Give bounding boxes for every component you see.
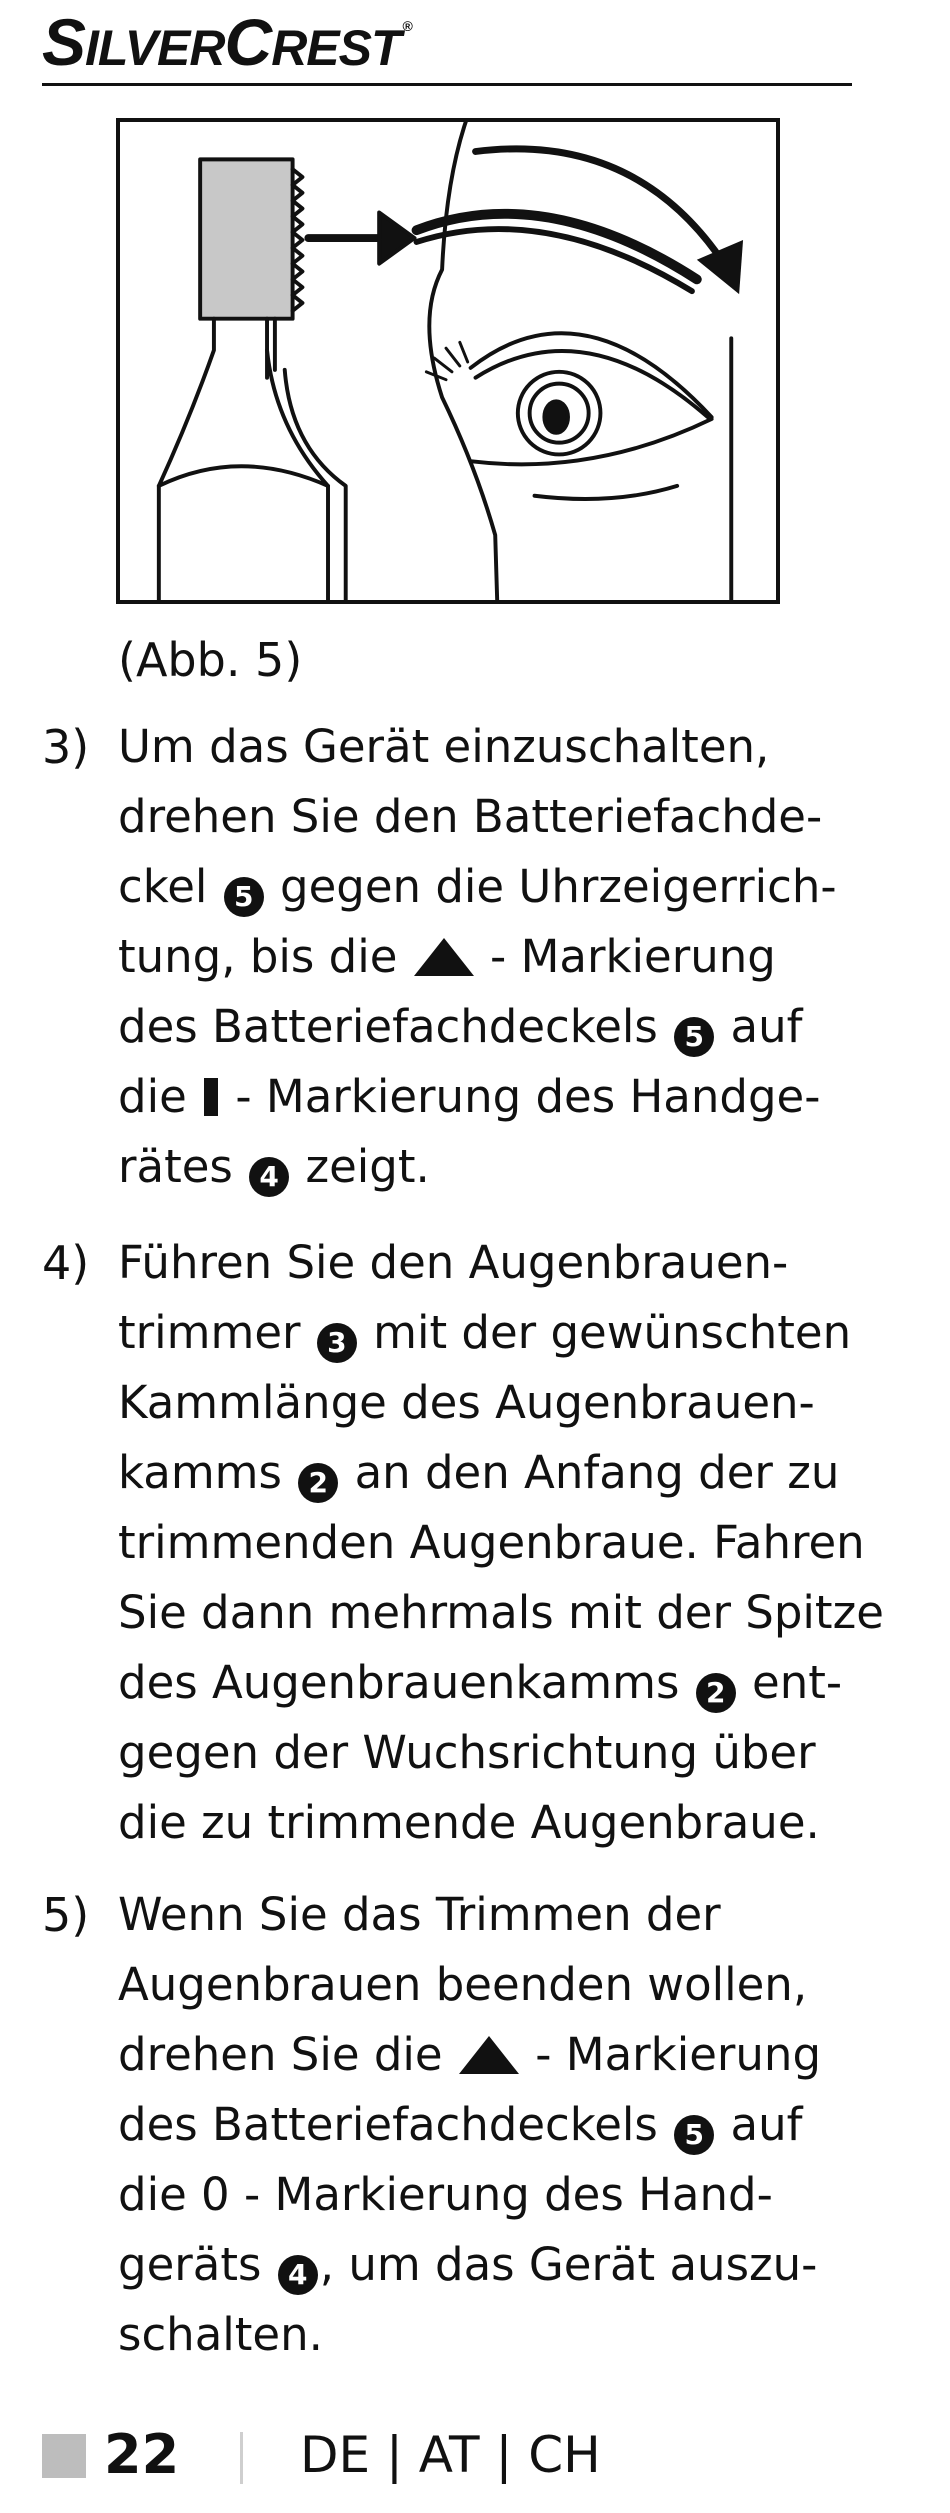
triangle-marker-icon — [414, 938, 474, 976]
text-line — [118, 1368, 884, 1438]
step-text — [118, 1880, 821, 2370]
text-segment: kamms — [118, 1446, 297, 1499]
illustration-figure-5 — [116, 118, 780, 604]
text-line — [118, 2230, 821, 2300]
text-segment: Um das Gerät einzuschalten, — [118, 720, 770, 773]
text-segment: - Markierung — [520, 2028, 822, 2081]
text-line — [118, 2160, 821, 2230]
text-line — [118, 2020, 821, 2090]
text-segment: Sie dann mehrmals mit der Spitze — [118, 1586, 884, 1639]
text-line — [118, 1950, 821, 2020]
text-segment: die — [118, 1070, 202, 1123]
text-segment: schalten. — [118, 2308, 323, 2361]
text-line — [118, 2300, 821, 2370]
text-segment: - Markierung des Handge- — [221, 1070, 821, 1123]
text-line — [118, 1228, 884, 1298]
text-segment: Wenn Sie das Trimmen der — [118, 1888, 721, 1941]
text-segment: an den Anfang der zu — [340, 1446, 840, 1499]
text-line — [118, 782, 837, 852]
brand-letters: ILVER — [85, 20, 225, 76]
text-line — [118, 1298, 884, 1368]
brand-logo — [42, 4, 412, 80]
pupil — [544, 401, 568, 432]
trimmer-handle-left — [159, 319, 214, 600]
under-eye-line — [535, 486, 678, 499]
text-segment: Kammlänge des Augenbrauen- — [118, 1376, 815, 1429]
country-codes: DE | AT | CH — [300, 2426, 601, 2484]
brand-letters: REST — [271, 20, 401, 76]
text-line — [118, 1508, 884, 1578]
text-line — [118, 852, 837, 922]
text-segment: Augenbrauen beenden wollen, — [118, 1958, 808, 2011]
eyebrow-lower — [417, 229, 692, 291]
registered-mark: ® — [402, 18, 412, 34]
text-segment: , um das Gerät auszu- — [319, 2238, 818, 2291]
text-segment: trimmenden Augenbraue. Fahren — [118, 1516, 865, 1569]
step-number: 4) — [42, 1236, 90, 1290]
text-segment: die 0 - Markierung des Hand- — [118, 2168, 773, 2221]
curved-arrow-head — [697, 240, 743, 294]
text-segment: geräts — [118, 2238, 276, 2291]
text-segment: Führen Sie den Augenbrauen- — [118, 1236, 789, 1289]
text-segment: ckel — [118, 860, 222, 913]
text-segment: gegen der Wuchsrichtung über — [118, 1726, 816, 1779]
text-line — [118, 1788, 884, 1858]
text-segment: tung, bis die — [118, 930, 412, 983]
text-line — [118, 1880, 821, 1950]
page-number: 22 — [104, 2423, 180, 2486]
part-number-badge: 5 — [224, 877, 264, 917]
bar-marker-icon — [204, 1078, 218, 1116]
page-footer — [42, 2420, 742, 2490]
text-line — [118, 922, 837, 992]
direction-arrow-head — [379, 212, 414, 263]
part-number-badge: 4 — [278, 2255, 318, 2295]
eyelid-upper — [471, 333, 712, 417]
text-segment: zeigt. — [291, 1140, 430, 1193]
curved-arrow — [476, 149, 722, 260]
text-segment: des Batteriefachdeckels — [118, 2098, 673, 2151]
text-segment: - Markierung — [475, 930, 776, 983]
step-text — [118, 1228, 884, 1858]
part-number-badge: 5 — [674, 2115, 714, 2155]
brand-letter: C — [224, 5, 272, 79]
text-segment: auf — [716, 2098, 803, 2151]
text-segment: des Batteriefachdeckels — [118, 1000, 673, 1053]
step-number: 3) — [42, 720, 90, 774]
page-marker-square — [42, 2434, 86, 2478]
comb-attachment — [200, 159, 292, 318]
text-segment: mit der gewünschten — [358, 1306, 852, 1359]
part-number-badge: 5 — [674, 1017, 714, 1057]
eyebrow-trimmer-illustration — [120, 122, 776, 600]
text-line — [118, 712, 837, 782]
text-segment: trimmer — [118, 1306, 315, 1359]
text-segment: drehen Sie den Batteriefachde- — [118, 790, 823, 843]
text-segment: ent- — [737, 1656, 843, 1709]
text-line — [118, 1438, 884, 1508]
text-segment: drehen Sie die — [118, 2028, 457, 2081]
text-segment: gegen die Uhrzeigerrich- — [265, 860, 837, 913]
figure-caption: (Abb. 5) — [118, 633, 303, 687]
text-line — [118, 1132, 837, 1202]
text-line — [118, 1648, 884, 1718]
part-number-badge: 4 — [249, 1157, 289, 1197]
text-segment: auf — [716, 1000, 803, 1053]
part-number-badge: 3 — [317, 1323, 357, 1363]
step-text — [118, 712, 837, 1202]
text-line — [118, 1062, 837, 1132]
eyelid-crease — [476, 351, 708, 417]
text-segment: rätes — [118, 1140, 248, 1193]
text-segment: des Augenbrauenkamms — [118, 1656, 694, 1709]
trimmer-handle-edge — [159, 466, 328, 486]
text-line — [118, 992, 837, 1062]
text-segment: die zu trimmende Augenbraue. — [118, 1796, 820, 1849]
part-number-badge: 2 — [696, 1673, 736, 1713]
triangle-marker-icon — [459, 2036, 519, 2074]
text-line — [118, 1718, 884, 1788]
brand-letter: S — [42, 5, 86, 79]
text-line — [118, 2090, 821, 2160]
part-number-badge: 2 — [298, 1463, 338, 1503]
header-rule — [42, 83, 852, 86]
footer-separator — [240, 2432, 243, 2484]
text-line — [118, 1578, 884, 1648]
step-number: 5) — [42, 1888, 90, 1942]
